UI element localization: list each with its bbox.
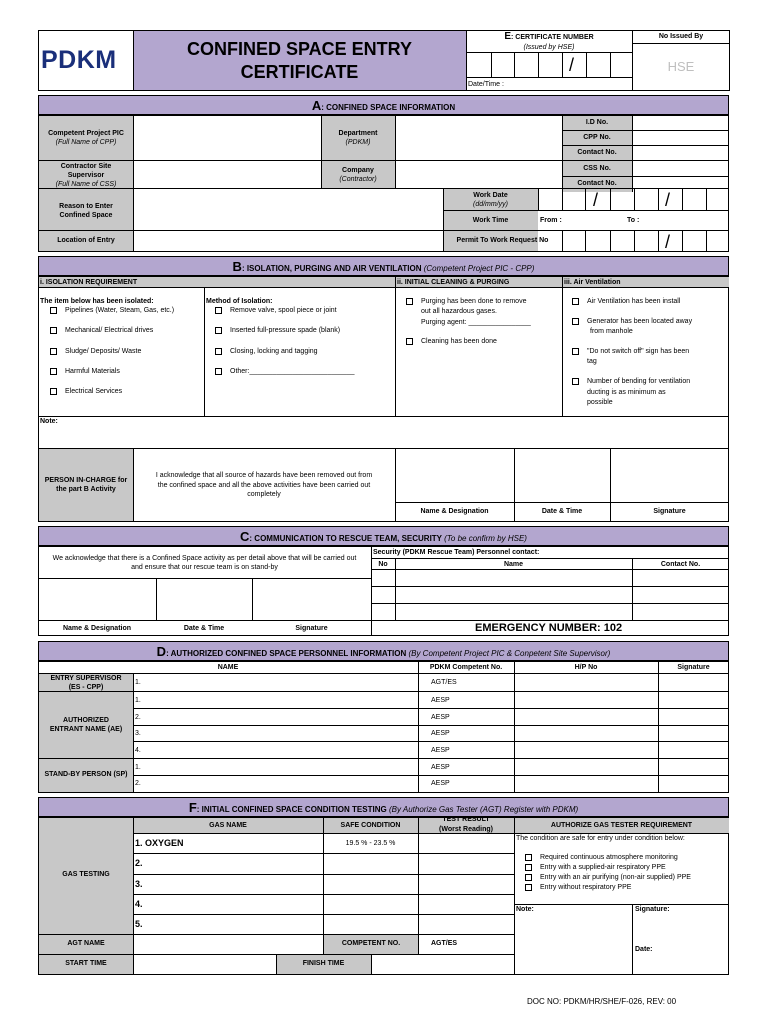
isolated-item: Pipelines (Water, Steam, Gas, etc.)	[50, 306, 174, 315]
vent-item-4c: possible	[587, 399, 613, 406]
id-no-label: I.D No.	[585, 119, 609, 126]
entry-supervisor-label-2: (ES - CPP)	[68, 684, 104, 691]
reason-label-1: Reason to Enter	[59, 203, 113, 210]
ack-text-2: the confined space and all the above activities have been carried out	[157, 482, 371, 489]
page-title-line2: CERTIFICATE	[240, 62, 359, 82]
contractor-sup-label-2: Supervisor	[67, 172, 105, 179]
test-result-col-1: TEST RESULT	[442, 816, 490, 823]
method-item: Closing, locking and tagging	[215, 347, 318, 356]
f-note-label: Note:	[516, 906, 534, 913]
d-signature-col: Signature	[677, 664, 710, 671]
certificate-number-sub: (Issued by HSE)	[523, 44, 575, 51]
location-label: Location of Entry	[57, 237, 115, 244]
c-name-designation-label: Name & Designation	[62, 625, 132, 632]
safe-condition-col: SAFE CONDITION	[340, 822, 401, 829]
section-a-header: A: CONFINED SPACE INFORMATION	[38, 95, 729, 115]
f-signature-label: Signature:	[635, 906, 670, 913]
security-no-col: No	[378, 561, 388, 568]
to-label: To :	[627, 217, 640, 224]
checkbox[interactable]	[50, 348, 57, 355]
vent-item-4b: ducting is as minimum as	[587, 389, 666, 396]
vent-item-3: "Do not switch off" sign has been	[572, 347, 689, 356]
d-row-code: AESP	[431, 714, 450, 721]
vent-item-2b: from manhole	[590, 328, 633, 335]
method-head: Method of Isolation:	[206, 298, 273, 305]
cpp-no-label: CPP No.	[583, 134, 611, 141]
entry-supervisor-label-1: ENTRY SUPERVISOR	[50, 675, 122, 682]
department-label: Department	[338, 130, 378, 137]
method-item: Other:___________________________	[215, 367, 355, 376]
isolated-item: Harmful Materials	[50, 367, 120, 376]
competent-pic-label: Competent Project PIC	[48, 130, 124, 137]
gas-row-name: 4.	[135, 899, 143, 909]
permit-label: Permit To Work Request No	[456, 237, 549, 244]
pic-label-2: the part B Activity	[56, 486, 116, 493]
work-date-slash-2: /	[665, 190, 671, 210]
section-f-header: F: INITIAL CONFINED SPACE CONDITION TESTING (By Authorize Gas Tester (AGT) Register with PDKM)	[38, 797, 729, 817]
d-row-num: 3.	[135, 730, 141, 737]
issuer-value: HSE	[667, 59, 695, 74]
contact-no-2-label: Contact No.	[577, 180, 617, 187]
ack-text-3: completely	[247, 491, 281, 498]
pic-label-1: PERSON IN-CHARGE for	[44, 477, 128, 484]
isolated-item: Sludge/ Deposits/ Waste	[50, 347, 141, 356]
work-date-sub: (dd/mm/yy)	[473, 201, 508, 208]
finish-time-label: FINISH TIME	[302, 960, 345, 967]
condition-item: Entry with an air purifying (non-air supplied) PPE	[525, 873, 691, 882]
c-ack-text-2: and ensure that our rescue team is on stand-by	[131, 564, 278, 571]
section-d-table	[38, 661, 729, 793]
checkbox[interactable]	[215, 307, 222, 314]
d-row-num: 2.	[135, 714, 141, 721]
gas-row-safe: 19.5 % - 23.5 %	[345, 840, 396, 847]
gas-row-name: 3.	[135, 879, 143, 889]
competent-no-label: COMPETENT NO.	[341, 940, 401, 947]
gas-testing-label: GAS TESTING	[62, 871, 110, 878]
certificate-number-label: E: CERTIFICATE NUMBER	[504, 31, 594, 42]
css-no-label: CSS No.	[583, 165, 611, 172]
work-time-label: Work Time	[472, 217, 509, 224]
gas-row-name: 5.	[135, 919, 143, 929]
checkbox[interactable]	[50, 327, 57, 334]
d-hp-col: H/P No	[574, 664, 598, 671]
checkbox[interactable]	[215, 368, 222, 375]
signature-label: Signature	[653, 508, 686, 515]
gas-row-name: 1. OXYGEN	[135, 838, 184, 848]
section-c-header: C: COMMUNICATION TO RESCUE TEAM, SECURITY (To be confirm by HSE)	[38, 526, 729, 546]
page-title-line1: CONFINED SPACE ENTRY	[186, 39, 413, 59]
checkbox[interactable]	[50, 307, 57, 314]
checkbox[interactable]	[525, 884, 532, 891]
from-label: From :	[540, 217, 562, 224]
checkbox[interactable]	[572, 348, 579, 355]
section-d-header: D: AUTHORIZED CONFINED SPACE PERSONNEL INFORMATION (By Competent Project PIC & Conpetent Site Supervisor)	[38, 641, 729, 661]
checkbox[interactable]	[572, 318, 579, 325]
ack-text-1: I acknowledge that all source of hazards have been removed out from	[155, 472, 373, 479]
start-time-label: START TIME	[65, 960, 107, 967]
condition-text: The condition are safe for entry under condition below:	[516, 835, 685, 842]
gas-row-name: 2.	[135, 858, 143, 868]
checkbox[interactable]	[525, 874, 532, 881]
company-label: Company	[342, 167, 374, 174]
security-label: Security (PDKM Rescue Team) Personnel contact:	[373, 549, 540, 556]
isolated-head: The item below has been isolated:	[40, 298, 154, 305]
isolated-item: Mechanical/ Electrical drives	[50, 326, 153, 335]
cert-date-slash: /	[569, 55, 575, 75]
c-signature-label: Signature	[295, 625, 328, 632]
checkbox[interactable]	[50, 368, 57, 375]
d-row-code: AGT/ES	[431, 679, 457, 686]
gas-name-col: GAS NAME	[209, 822, 247, 829]
checkbox[interactable]	[406, 298, 413, 305]
vent-item-3b: tag	[587, 358, 597, 365]
emergency-number: EMERGENCY NUMBER: 102	[475, 622, 623, 634]
contractor-sup-sub: (Full Name of CSS)	[55, 181, 117, 188]
agt-requirement-col: AUTHORIZE GAS TESTER REQUIREMENT	[550, 822, 693, 829]
method-item: Inserted full-pressure spade (blank)	[215, 326, 340, 335]
permit-slash: /	[665, 232, 671, 252]
vent-item-1: Air Ventilation has been install	[572, 297, 680, 306]
note-label: Note:	[40, 418, 58, 425]
cleaning-head: ii. INITIAL CLEANING & PURGING	[397, 279, 510, 286]
agt-es-label: AGT/ES	[431, 940, 458, 947]
purge-item-1: Purging has been done to remove	[406, 297, 526, 306]
f-date-label: Date:	[635, 946, 653, 953]
c-date-time-label: Date & Time	[183, 625, 225, 632]
d-row-num: 2.	[135, 780, 141, 787]
checkbox[interactable]	[572, 298, 579, 305]
vent-item-2: Generator has been located away	[572, 317, 692, 326]
work-date-slash-1: /	[593, 190, 599, 210]
name-designation-label: Name & Designation	[420, 508, 489, 515]
method-item: Remove valve, spool piece or joint	[215, 306, 337, 315]
entrant-label-2: ENTRANT NAME (AE)	[49, 726, 123, 733]
doc-number: DOC NO: PDKM/HR/SHE/F-026, REV: 00	[527, 997, 677, 1006]
no-issued-by-label: No Issued By	[658, 33, 704, 40]
condition-item: Required continuous atmosphere monitoring	[525, 853, 678, 862]
condition-item: Entry without respiratory PPE	[525, 883, 631, 892]
ventilation-head: iii. Air Ventilation	[564, 279, 621, 286]
department-sub: (PDKM)	[345, 139, 371, 146]
competent-pic-sub: (Full Name of CPP)	[55, 139, 117, 146]
d-row-code: AESP	[431, 697, 450, 704]
contact-no-label: Contact No.	[577, 149, 617, 156]
checkbox[interactable]	[572, 378, 579, 385]
d-row-num: 1.	[135, 764, 141, 771]
checkbox[interactable]	[406, 338, 413, 345]
vent-item-4: Number of bending for ventilation	[572, 377, 690, 386]
standby-label: STAND-BY PERSON (SP)	[44, 771, 128, 778]
logo: PDKM	[41, 46, 117, 74]
isolated-item: Electrical Services	[50, 387, 122, 396]
d-row-num: 1.	[135, 679, 141, 686]
section-b-header: B: ISOLATION, PURGING AND AIR VENTILATION (Competent Project PIC - CPP)	[38, 256, 729, 276]
d-row-code: AESP	[431, 764, 450, 771]
contractor-sup-label-1: Contractor Site	[60, 163, 112, 170]
d-row-code: AESP	[431, 747, 450, 754]
c-ack-text-1: We acknowledge that there is a Confined Space activity as per detail above that will be carried out	[52, 555, 357, 562]
checkbox[interactable]	[215, 348, 222, 355]
d-row-code: AESP	[431, 780, 450, 787]
checkbox[interactable]	[50, 388, 57, 395]
purge-item-2: Cleaning has been done	[406, 337, 497, 346]
d-row-code: AESP	[431, 730, 450, 737]
purge-item-1c: Purging agent: ________________	[421, 319, 531, 326]
d-row-num: 1.	[135, 697, 141, 704]
purge-item-1b: out all hazardous gases.	[421, 308, 497, 315]
isolation-req-head: i. ISOLATION REQUIREMENT	[40, 279, 138, 286]
entrant-label-1: AUTHORIZED	[63, 717, 109, 724]
date-time-label: Date/Time :	[468, 81, 504, 88]
checkbox[interactable]	[525, 864, 532, 871]
checkbox[interactable]	[215, 327, 222, 334]
checkbox[interactable]	[525, 854, 532, 861]
d-name-col: NAME	[217, 664, 239, 671]
security-contact-col: Contact No.	[660, 561, 701, 568]
d-pdkm-col: PDKM Competent No.	[429, 664, 503, 671]
date-time-label: Date & Time	[541, 508, 583, 515]
test-result-col-2: (Worst Reading)	[439, 826, 493, 833]
company-sub: (Contractor)	[339, 176, 377, 183]
condition-item: Entry with a supplied-air respiratory PPE	[525, 863, 666, 872]
reason-label-2: Confined Space	[59, 212, 113, 219]
agt-name-label: AGT NAME	[67, 940, 105, 947]
work-date-label: Work Date	[473, 192, 508, 199]
d-row-num: 4.	[135, 747, 141, 754]
security-name-col: Name	[503, 561, 524, 568]
